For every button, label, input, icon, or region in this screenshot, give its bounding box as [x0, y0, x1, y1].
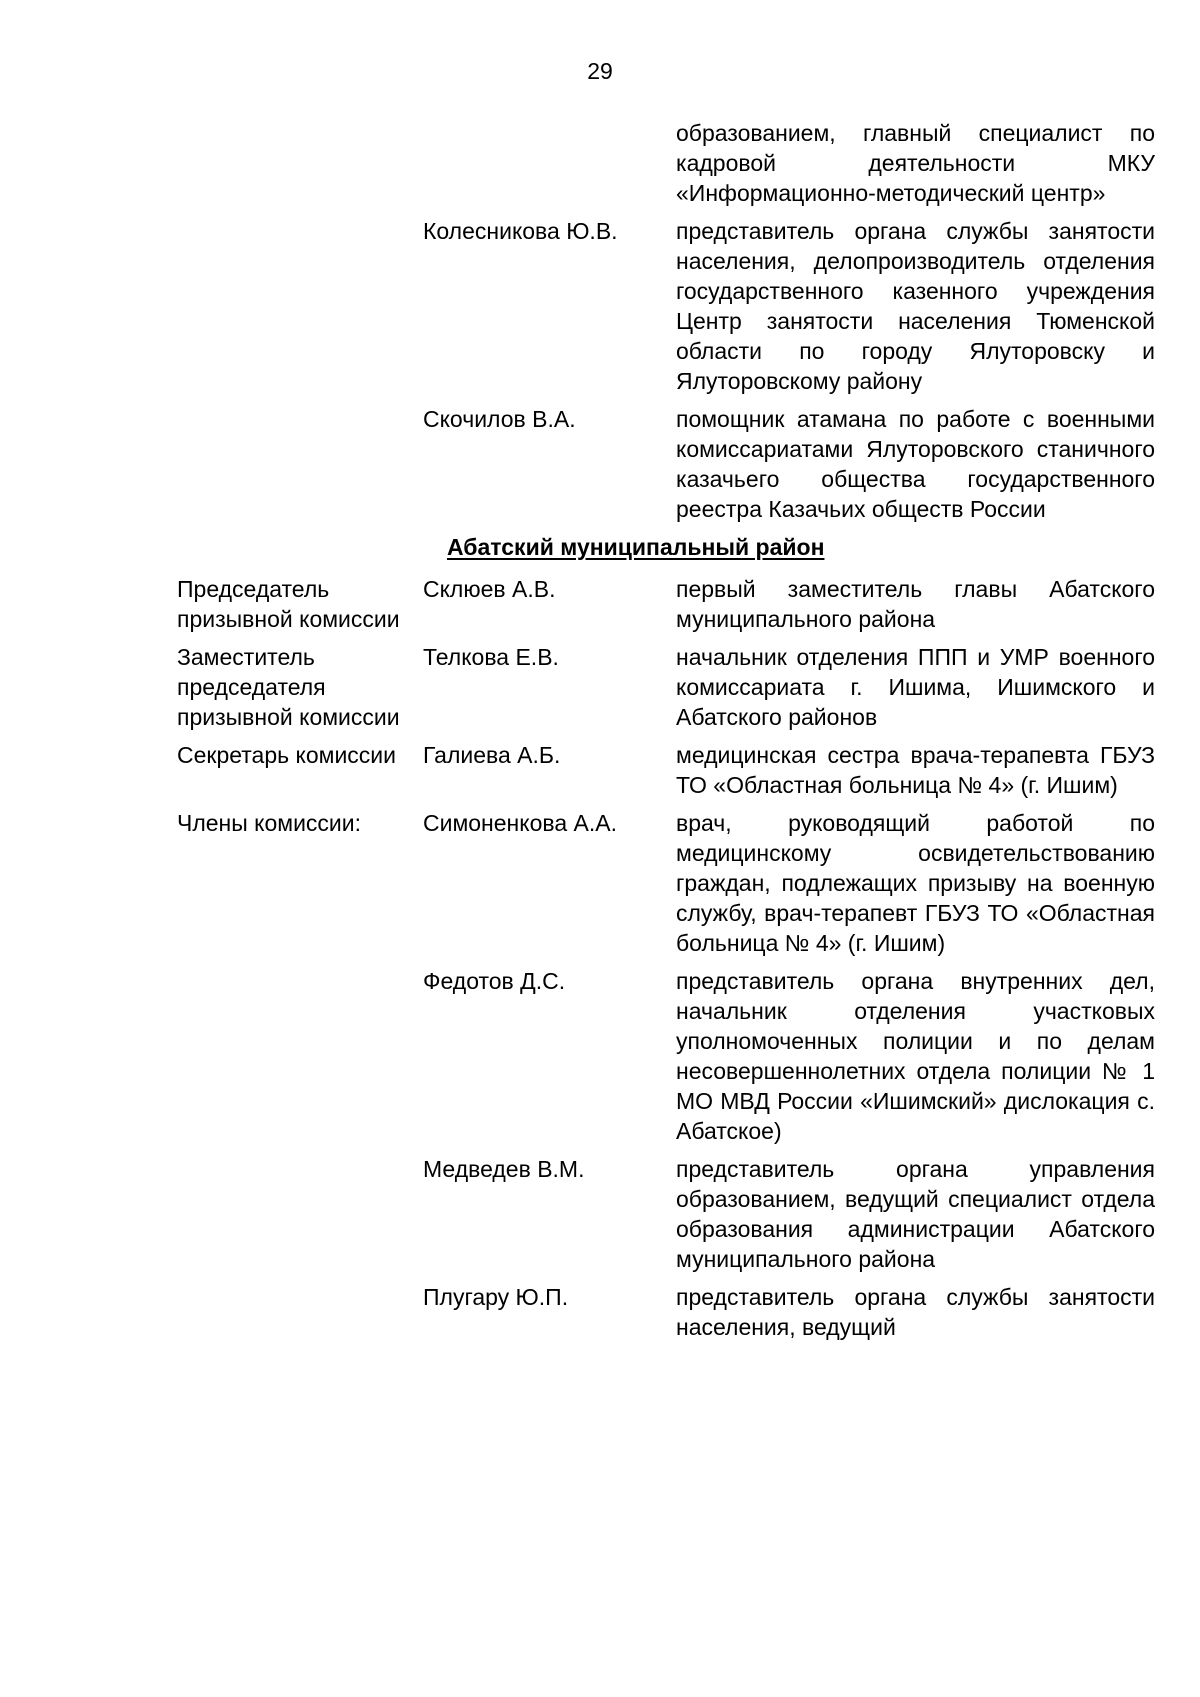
member-role: Председатель призывной комиссии — [177, 576, 400, 632]
member-name: Галиева А.Б. — [423, 742, 561, 768]
member-row — [177, 808, 1155, 958]
member-name: Федотов Д.С. — [423, 968, 566, 994]
member-description: медицинская сестра врача-терапевта ГБУЗ ТО «Областная больница № 4» (г. Ишим) — [676, 742, 1155, 798]
member-row — [177, 1282, 1155, 1342]
member-name: Плугару Ю.П. — [423, 1284, 569, 1310]
member-row — [177, 740, 1155, 800]
page-number: 29 — [587, 58, 613, 84]
member-name: Склюев А.В. — [423, 576, 556, 602]
member-row — [177, 966, 1155, 1146]
member-role: Заместитель председателя призывной комиссии — [177, 644, 400, 730]
member-role: Члены комиссии: — [177, 810, 362, 836]
member-description: первый заместитель главы Абатского муниципального района — [676, 576, 1155, 632]
member-row — [177, 216, 1155, 396]
member-description: врач, руководящий работой по медицинскому освидетельствованию граждан, подлежащих призыву на военную службу, врач-терапевт ГБУЗ ТО «Областная больница № 4» (г. Ишим) — [676, 810, 1155, 956]
commission-list — [177, 118, 1155, 1350]
member-description: начальник отделения ППП и УМР военного комиссариата г. Ишима, Ишимского и Абатского районов — [676, 644, 1155, 730]
member-name: Телкова Е.В. — [423, 644, 559, 670]
member-description: представитель органа службы занятости населения, делопроизводитель отделения государственного казенного учреждения Центр занятости населения Тюменской области по городу Ялуторовску и Ялуторовскому району — [676, 218, 1155, 394]
continuation-row — [177, 118, 1155, 208]
section-heading: Абатский муниципальный район — [447, 534, 825, 560]
member-name: Медведев В.М. — [423, 1156, 585, 1182]
member-description: представитель органа внутренних дел, начальник отделения участковых уполномоченных полиции и по делам несовершеннолетних отдела полиции № 1 МО МВД России «Ишимский» дислокация с. Абатское) — [676, 968, 1155, 1144]
member-description: представитель органа службы занятости населения, ведущий — [676, 1284, 1155, 1340]
member-description: помощник атамана по работе с военными комиссариатами Ялуторовского станичного казачьего общества государственного реестра Казачьих обществ России — [676, 406, 1155, 522]
member-row — [177, 574, 1155, 634]
member-row — [177, 642, 1155, 732]
member-description: представитель органа управления образованием, ведущий специалист отдела образования администрации Абатского муниципального района — [676, 1156, 1155, 1272]
member-name: Симоненкова А.А. — [423, 810, 617, 836]
member-name: Скочилов В.А. — [423, 406, 576, 432]
member-description: образованием, главный специалист по кадровой деятельности МКУ «Информационно-методический центр» — [676, 120, 1155, 206]
member-row — [177, 404, 1155, 524]
member-row — [177, 1154, 1155, 1274]
member-role: Секретарь комиссии — [177, 742, 396, 768]
member-name: Колесникова Ю.В. — [423, 218, 618, 244]
